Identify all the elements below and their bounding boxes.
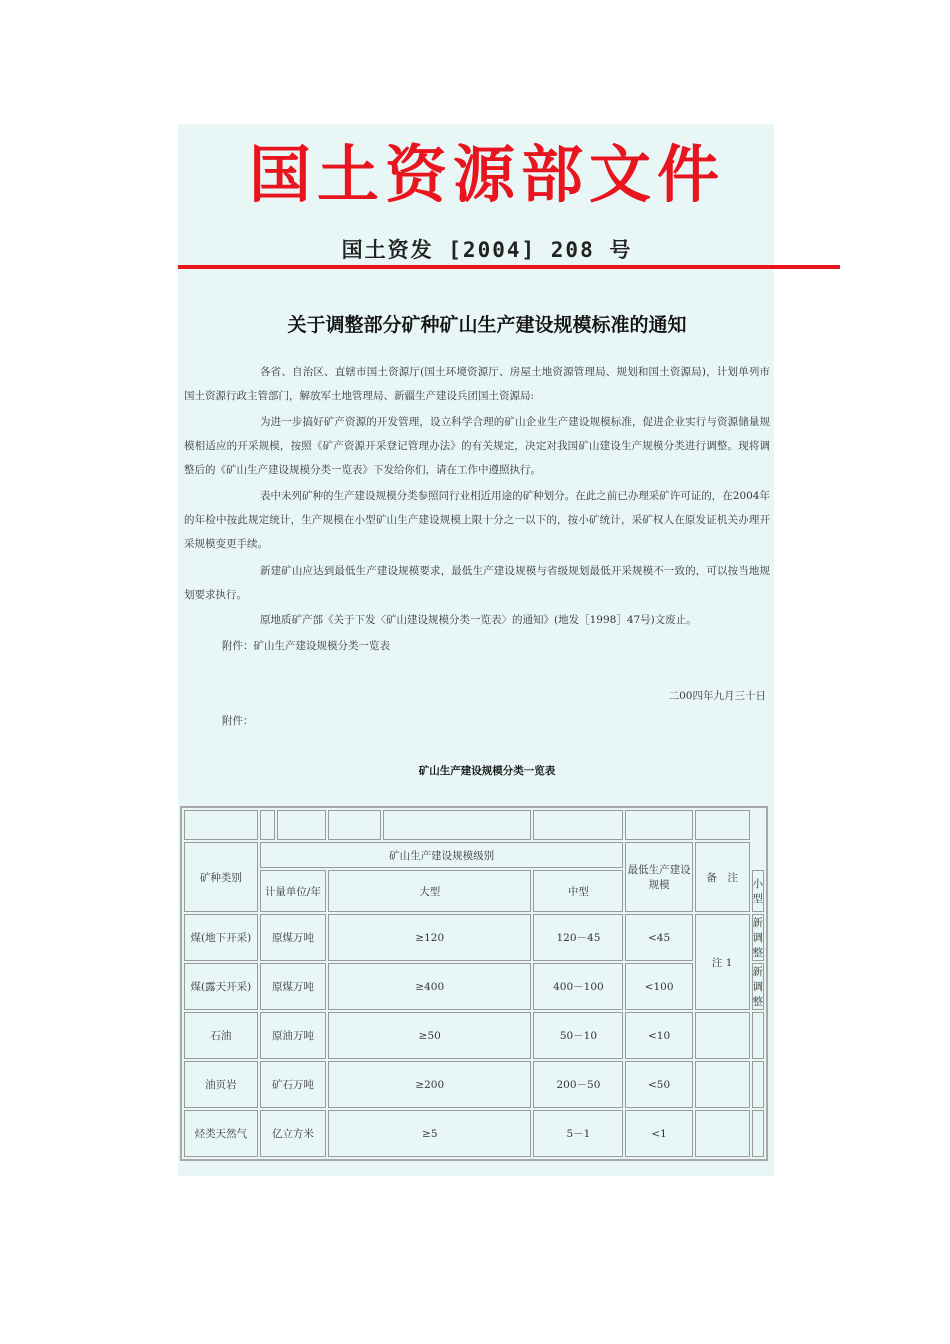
small-cell: <100 [625, 963, 692, 1010]
blank-cell [328, 810, 381, 840]
table-header-row [184, 842, 764, 868]
small-cell: <45 [625, 914, 692, 961]
notice-title: 关于调整部分矿种矿山生产建设规模标准的通知 [287, 314, 687, 336]
table-row [184, 963, 764, 1010]
table-row [184, 1061, 764, 1108]
body-paragraph-2: 表中未列矿种的生产建设规模分类参照同行业相近用途的矿种划分。在此之前已办理采矿许可证的，在2004年的年检中按此规定统计，生产规模在小型矿山生产建设规模上限十分之一以下的，按小矿统计，采矿权人在原发证机关办理开采规模变更手续。 [184, 490, 770, 550]
small-cell: <1 [625, 1110, 692, 1157]
minimum-cell [695, 1012, 750, 1059]
attachment-note: 附件：矿山生产建设规模分类一览表 [222, 640, 390, 652]
unit-cell: 矿石万吨 [260, 1061, 326, 1108]
document-header-title: 国土资源部文件 [248, 138, 725, 211]
table-title: 矿山生产建设规模分类一览表 [418, 765, 556, 777]
medium-cell: 400－100 [533, 963, 623, 1010]
header-unit: 计量单位/年 [260, 870, 326, 912]
mineral-cell: 煤(地下开采) [184, 914, 258, 961]
mineral-cell: 烃类天然气 [184, 1110, 258, 1157]
mineral-cell: 石油 [184, 1012, 258, 1059]
medium-cell: 5－1 [533, 1110, 623, 1157]
body-paragraph-4: 原地质矿产部《关于下发〈矿山建设规模分类一览表〉的通知》(地发［1998］47号)文废止。 [260, 614, 697, 626]
table-row [184, 1110, 764, 1157]
blank-cell [533, 810, 623, 840]
unit-cell: 原煤万吨 [260, 963, 326, 1010]
blank-cell [277, 810, 326, 840]
body-paragraph-3: 新建矿山应达到最低生产建设规模要求，最低生产建设规模与省级规划最低开采规模不一致的，可以按当地规划要求执行。 [184, 565, 770, 601]
remark-cell [752, 1061, 765, 1108]
large-cell: ≥5 [328, 1110, 531, 1157]
header-scale-group: 矿山生产建设规模级别 [260, 842, 624, 868]
scale-classification-table [180, 806, 768, 1161]
table-row [184, 914, 764, 961]
table-row [184, 1012, 764, 1059]
blank-cell [383, 810, 532, 840]
header-minimum-scale: 最低生产建设规模 [625, 842, 692, 912]
header-remark: 备 注 [695, 842, 750, 912]
unit-cell: 原煤万吨 [260, 914, 326, 961]
header-small: 小型 [752, 870, 765, 912]
coal-minimum-note: 注 1 [695, 914, 750, 1010]
header-medium: 中型 [533, 870, 623, 912]
blank-cell [625, 810, 692, 840]
remark-cell [752, 1012, 765, 1059]
unit-cell: 原油万吨 [260, 1012, 326, 1059]
header-mineral-type: 矿种类别 [184, 842, 258, 912]
annex-label: 附件： [222, 715, 254, 727]
remark-cell: 新调整 [752, 963, 765, 1010]
medium-cell: 120－45 [533, 914, 623, 961]
blank-cell [260, 810, 275, 840]
remark-cell [752, 1110, 765, 1157]
medium-cell: 200－50 [533, 1061, 623, 1108]
large-cell: ≥400 [328, 963, 531, 1010]
blank-cell [184, 810, 258, 840]
large-cell: ≥50 [328, 1012, 531, 1059]
mineral-cell: 油页岩 [184, 1061, 258, 1108]
body-paragraph-1: 为进一步搞好矿产资源的开发管理，设立科学合理的矿山企业生产建设规模标准，促进企业实行与资源储量规模相适应的开采规模，按照《矿产资源开采登记管理办法》的有关规定，决定对我国矿山建设生产规模分类进行调整。现将调整后的《矿山生产建设规模分类一览表》下发给你们，请在工作中遵照执行。 [184, 416, 770, 476]
small-cell: <10 [625, 1012, 692, 1059]
large-cell: ≥200 [328, 1061, 531, 1108]
unit-cell: 亿立方米 [260, 1110, 326, 1157]
minimum-cell [695, 1110, 750, 1157]
addressee-paragraph: 各省、自治区、直辖市国土资源厅(国土环境资源厅、房屋土地资源管理局、规划和国土资源局)，计划单列市国土资源行政主管部门，解放军土地管理局、新疆生产建设兵团国土资源局: [184, 366, 770, 402]
header-large: 大型 [328, 870, 531, 912]
minimum-cell [695, 1061, 750, 1108]
remark-cell: 新调整 [752, 914, 765, 961]
document-number: 国土资发 [2004] 208 号 [341, 238, 633, 262]
medium-cell: 50－10 [533, 1012, 623, 1059]
table-blank-row [184, 810, 764, 840]
large-cell: ≥120 [328, 914, 531, 961]
mineral-cell: 煤(露天开采) [184, 963, 258, 1010]
small-cell: <50 [625, 1061, 692, 1108]
issue-date: 二00四年九月三十日 [668, 690, 766, 702]
blank-cell [695, 810, 750, 840]
red-divider [178, 265, 840, 269]
